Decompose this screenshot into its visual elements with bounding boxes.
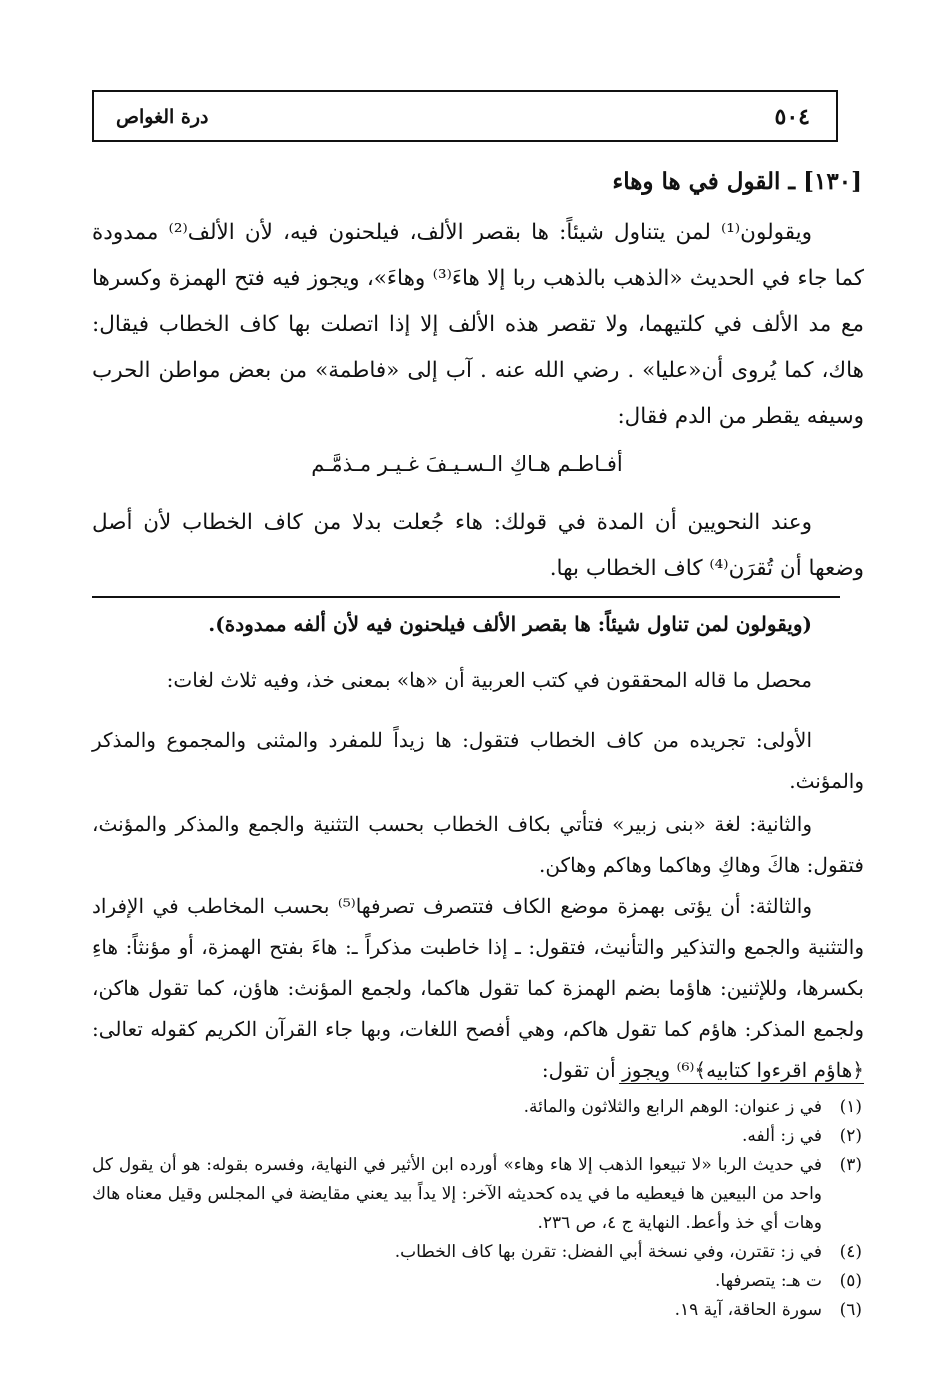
section-title: [١٣٠] ـ القول في ها وهاء — [612, 168, 862, 195]
footnote-item — [92, 1267, 862, 1296]
commentary-paragraph-3: والثانية: لغة «بنى زبير» فتأتي بكاف الخطاب بحسب التثنية والجمع والمذكر والمؤنث، فتقول: هاكَ وهاكِ وهاكما وهاكم وهاكن. — [92, 812, 864, 877]
footnote-text: في حديث الربا «لا تبيعوا الذهب إلا هاء وهاء» أورده ابن الأثير في النهاية، وفسره بقوله: هو أن يقول كل واحد من البيعين ها فيعطيه ما في يده كحديثه الآخر: إلا يداً بيد يعني مقايضة في المجلس وقيل معناه هاك وهات أي خذ وأعط. النهاية ج ٤، ص ٢٣٦. — [92, 1155, 822, 1233]
commentary-divider — [92, 596, 840, 598]
page-number: ٥٠٤ — [774, 104, 810, 130]
footnote-text: في ز عنوان: الوهم الرابع والثلاثون والمائة. — [523, 1097, 822, 1117]
commentary-paragraph-4: والثالثة: أن يؤتى بهمزة موضع الكاف فتتصرف تصرفها⁽⁵⁾ بحسب المخاطب في الإفراد والتثنية والجمع والتذكير والتأنيث، فتقول: ـ إذا خاطبت مذكراً ـ: هاءَ بفتح الهمزة، أو مؤنثاً: هاءِ بكسرها، وللإثنين: هاؤما بضم الهمزة كما تقول هاكما، ولجمع المؤنث: هاؤن، كما تقول هاكن، ولجمع المذكر: هاؤم كما تقول هاكم، وهي أفصح اللغات، وبها جاء القرآن الكريم كقوله تعالى: ﴿هاؤم اقرءوا كتابيه﴾⁽⁶⁾ ويجوز أن تقول: — [92, 894, 864, 1082]
running-header — [92, 90, 838, 142]
footnote-item — [92, 1093, 862, 1122]
commentary-paragraph-1: محصل ما قاله المحققون في كتب العربية أن «ها» بمعنى خذ، وفيه ثلاث لغات: — [166, 668, 812, 692]
main-paragraph-1: ويقولون⁽¹⁾ لمن يتناول شيئاً: ها بقصر الألف، فيلحنون فيه، لأن الألف⁽²⁾ ممدودة كما جاء في الحديث «الذهب بالذهب ربا إلا هاءَ⁽³⁾ وهاءَ»، ويجوز فيه فتح الهمزة وكسرها مع مد الألف في كلتيهما، ولا تقصر هذه الألف إلا إذا اتصلت بها كاف الخطاب فيقال: هاك، كما يُروى أن«عليا» . رضي الله عنه . آب إلى «فاطمة» من بعض مواطن الحرب وسيفه يقطر من الدم فقال: — [92, 220, 864, 429]
footnote-text: في ز: ألفه. — [741, 1126, 822, 1146]
footnote-item — [92, 1151, 862, 1238]
footnote-number: (٣) — [839, 1155, 862, 1175]
commentary-paragraph-2: الأولى: تجريده من كاف الخطاب فتقول: ها زيداً للمفرد والمثنى والمجموع والمذكر والمؤنث. — [92, 728, 864, 793]
footnote-number: (٢) — [839, 1126, 862, 1146]
footnotes — [92, 1093, 862, 1325]
footnote-item — [92, 1296, 862, 1325]
book-title: درة الغواص — [116, 106, 209, 128]
footnote-item — [92, 1122, 862, 1151]
poetry-verse: أفـاطـم هـاكِ الـسـيـفَ غـيـر مـذمَّـم — [311, 452, 623, 476]
footnote-item — [92, 1238, 862, 1267]
footnote-text: ت هـ: يتصرفها. — [714, 1271, 822, 1291]
footnote-number: (٦) — [839, 1300, 862, 1320]
footnote-divider — [619, 1083, 864, 1084]
footnote-number: (٤) — [839, 1242, 862, 1262]
main-paragraph-2: وعند النحويين أن المدة في قولك: هاء جُعلت بدلا من كاف الخطاب لأن أصل وضعها أن تُقرَن⁽⁴⁾ كاف الخطاب بها. — [92, 510, 864, 581]
footnote-number: (٥) — [839, 1271, 862, 1291]
commentary-heading: (ويقولون لمن تناول شيئاً: ها بقصر الألف فيلحنون فيه لأن ألفه ممدودة). — [208, 612, 812, 636]
footnote-number: (١) — [839, 1097, 862, 1117]
footnote-text: في ز: تقترن، وفي نسخة أبي الفضل: تقرن بها كاف الخطاب. — [394, 1242, 822, 1262]
footnote-text: سورة الحاقة، آية ١٩. — [674, 1300, 822, 1320]
